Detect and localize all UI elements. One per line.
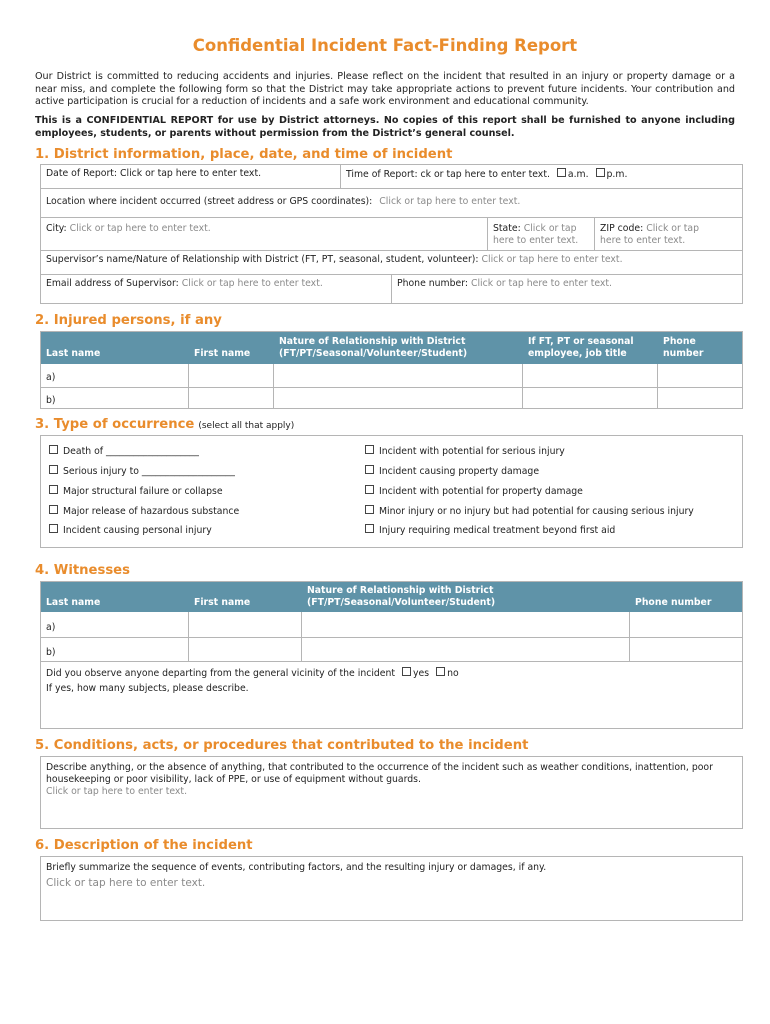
supervisor-label: Supervisor’s name/Nature of Relationship with District (FT, PT, seasonal, student, volunteer): bbox=[46, 254, 479, 265]
occurrence-medical-treatment[interactable] bbox=[365, 524, 615, 536]
departure-question-label: Did you observe anyone departing from the general vicinity of the incident bbox=[46, 668, 396, 679]
col-last-name: Last name bbox=[46, 348, 101, 359]
checkbox-icon[interactable] bbox=[49, 485, 58, 494]
occurrence-property-damage-label: Incident causing property damage bbox=[379, 466, 540, 477]
col-relationship-line-2: (FT/PT/Seasonal/Volunteer/Student) bbox=[279, 348, 468, 359]
pm-checkbox[interactable] bbox=[596, 168, 605, 177]
occurrence-potential-property-damage[interactable] bbox=[365, 485, 583, 497]
checkbox-icon[interactable] bbox=[49, 445, 58, 454]
checkbox-icon[interactable] bbox=[49, 505, 58, 514]
departure-question bbox=[41, 665, 742, 682]
col-phone bbox=[658, 336, 742, 360]
col-relationship bbox=[274, 336, 524, 360]
zip-label: ZIP code: bbox=[600, 223, 644, 234]
no-checkbox[interactable] bbox=[436, 667, 445, 676]
occurrence-hazardous-release[interactable] bbox=[49, 505, 239, 517]
occurrence-serious-injury-label: Serious injury to ____________________ bbox=[63, 466, 235, 477]
witnesses-table bbox=[40, 581, 743, 729]
location-label: Location where incident occurred (street address or GPS coordinates): bbox=[46, 196, 373, 207]
yes-label: yes bbox=[413, 668, 430, 679]
col-phone-line-1: Phone bbox=[663, 336, 696, 347]
location-field[interactable] bbox=[41, 194, 742, 210]
checkbox-icon[interactable] bbox=[365, 485, 374, 494]
occurrence-property-damage[interactable] bbox=[365, 465, 539, 477]
supervisor-field[interactable] bbox=[41, 252, 742, 268]
section-3-subtitle: (select all that apply) bbox=[198, 421, 295, 431]
email-label: Email address of Supervisor: bbox=[46, 278, 179, 289]
am-checkbox[interactable] bbox=[557, 168, 566, 177]
witness-col-relationship-line-2: (FT/PT/Seasonal/Volunteer/Student) bbox=[307, 597, 496, 608]
occurrence-potential-property-damage-label: Incident with potential for property damage bbox=[379, 486, 583, 497]
witness-row-b[interactable]: b) bbox=[46, 647, 56, 658]
supervisor-email-field[interactable] bbox=[41, 276, 391, 292]
date-of-report-field[interactable] bbox=[41, 166, 340, 182]
page-title: Confidential Incident Fact-Finding Report bbox=[192, 36, 578, 55]
intro-paragraph: Our District is committed to reducing accidents and injuries. Please reflect on the incident that resulted in an injury or property damage or a near miss, and complete the following form so that the District may take appropriate actions to prevent future incidents. Your contribution and active participation is crucial for a reduction of incidents and a safe work environment and educational community. bbox=[35, 71, 735, 108]
injured-table-header bbox=[41, 332, 742, 364]
section-4-heading: 4. Witnesses bbox=[35, 563, 130, 578]
am-label: a.m. bbox=[567, 169, 589, 180]
departure-description-field[interactable] bbox=[41, 681, 742, 727]
confidential-note: This is a CONFIDENTIAL REPORT for use by District attorneys. No copies of this report shall be furnished to anyone including employees, students, or parents without permission from the District’s general counsel. bbox=[35, 115, 735, 139]
location-placeholder: Click or tap here to enter text. bbox=[379, 196, 521, 207]
no-label: no bbox=[447, 668, 459, 679]
section-2-heading: 2. Injured persons, if any bbox=[35, 313, 222, 328]
city-placeholder: Click or tap here to enter text. bbox=[69, 223, 211, 234]
checkbox-icon[interactable] bbox=[49, 465, 58, 474]
injured-persons-table bbox=[40, 331, 743, 409]
section-5-heading: 5. Conditions, acts, or procedures that contributed to the incident bbox=[35, 738, 529, 753]
state-label: State: bbox=[493, 223, 521, 234]
witness-col-relationship bbox=[302, 585, 630, 609]
date-of-report-value: Click or tap here to enter text. bbox=[120, 168, 262, 179]
checkbox-icon[interactable] bbox=[365, 465, 374, 474]
section-3-heading bbox=[35, 417, 294, 432]
witnesses-table-header bbox=[41, 582, 742, 612]
incident-description-prompt: Briefly summarize the sequence of events, contributing factors, and the resulting injury or damages, if any. bbox=[46, 862, 547, 873]
occurrence-minor-injury-label: Minor injury or no injury but had potential for causing serious injury bbox=[379, 506, 694, 517]
conditions-placeholder: Click or tap here to enter text. bbox=[46, 786, 188, 797]
section-3-title: 3. Type of occurrence bbox=[35, 417, 195, 432]
phone-label: Phone number: bbox=[397, 278, 469, 289]
occurrence-minor-injury[interactable] bbox=[365, 505, 694, 517]
phone-placeholder: Click or tap here to enter text. bbox=[470, 278, 613, 289]
section-1-heading: 1. District information, place, date, and time of incident bbox=[35, 147, 453, 162]
col-job-title-line-2: employee, job title bbox=[528, 348, 627, 359]
injured-row-b[interactable]: b) bbox=[46, 395, 56, 406]
witness-col-last-name: Last name bbox=[46, 597, 101, 608]
col-phone-line-2: number bbox=[663, 348, 704, 359]
conditions-box[interactable] bbox=[40, 756, 743, 829]
email-placeholder: Click or tap here to enter text. bbox=[181, 278, 323, 289]
departure-followup-label: If yes, how many subjects, please describe. bbox=[46, 683, 249, 694]
zip-placeholder-2: here to enter text. bbox=[600, 234, 686, 246]
injured-row-a[interactable]: a) bbox=[46, 372, 56, 383]
occurrence-type-box bbox=[40, 435, 743, 548]
phone-field[interactable] bbox=[392, 276, 742, 292]
incident-description-box[interactable] bbox=[40, 856, 743, 921]
occurrence-personal-injury[interactable] bbox=[49, 524, 212, 536]
col-relationship-line-1: Nature of Relationship with District bbox=[279, 336, 466, 347]
occurrence-death-label: Death of ____________________ bbox=[63, 446, 199, 457]
city-field[interactable] bbox=[41, 221, 487, 237]
time-of-report-label: Time of Report: bbox=[346, 169, 418, 180]
occurrence-structural-failure[interactable] bbox=[49, 485, 223, 497]
checkbox-icon[interactable] bbox=[365, 524, 374, 533]
state-placeholder-2: here to enter text. bbox=[493, 234, 579, 246]
checkbox-icon[interactable] bbox=[365, 445, 374, 454]
occurrence-potential-serious-injury-label: Incident with potential for serious injury bbox=[379, 446, 565, 457]
state-placeholder-1: Click or tap bbox=[523, 223, 577, 234]
checkbox-icon[interactable] bbox=[365, 505, 374, 514]
occurrence-personal-injury-label: Incident causing personal injury bbox=[63, 525, 212, 536]
date-of-report-label: Date of Report: bbox=[46, 168, 118, 179]
conditions-description: Describe anything, or the absence of anything, that contributed to the occurrence of the incident such as weather conditions, inattention, poor housekeeping or poor visibility, lack of PPE, or use of equipment without guards. bbox=[46, 762, 713, 785]
occurrence-death[interactable] bbox=[49, 445, 199, 457]
witness-row-a[interactable]: a) bbox=[46, 622, 56, 633]
time-of-report-field[interactable] bbox=[341, 166, 742, 183]
city-label: City: bbox=[46, 223, 67, 234]
supervisor-placeholder: Click or tap here to enter text. bbox=[481, 254, 623, 265]
section-1-table bbox=[40, 164, 743, 304]
col-job-title bbox=[523, 336, 658, 360]
col-first-name: First name bbox=[194, 348, 251, 359]
zip-placeholder-1: Click or tap bbox=[646, 223, 700, 234]
occurrence-potential-serious-injury[interactable] bbox=[365, 445, 565, 457]
col-job-title-line-1: If FT, PT or seasonal bbox=[528, 336, 634, 347]
incident-description-placeholder: Click or tap here to enter text. bbox=[46, 877, 206, 889]
occurrence-serious-injury[interactable] bbox=[49, 465, 235, 477]
pm-label: p.m. bbox=[606, 169, 628, 180]
occurrence-structural-failure-label: Major structural failure or collapse bbox=[63, 486, 223, 497]
occurrence-hazardous-release-label: Major release of hazardous substance bbox=[63, 506, 240, 517]
yes-checkbox[interactable] bbox=[402, 667, 411, 676]
witness-col-first-name: First name bbox=[194, 597, 251, 608]
state-field[interactable] bbox=[488, 221, 594, 248]
time-of-report-value: ck or tap here to enter text. bbox=[420, 169, 550, 180]
checkbox-icon[interactable] bbox=[49, 524, 58, 533]
occurrence-medical-treatment-label: Injury requiring medical treatment beyond first aid bbox=[379, 525, 616, 536]
witness-col-relationship-line-1: Nature of Relationship with District bbox=[307, 585, 494, 596]
witness-col-phone: Phone number bbox=[635, 597, 712, 608]
section-6-heading: 6. Description of the incident bbox=[35, 838, 253, 853]
zip-field[interactable] bbox=[595, 221, 742, 248]
